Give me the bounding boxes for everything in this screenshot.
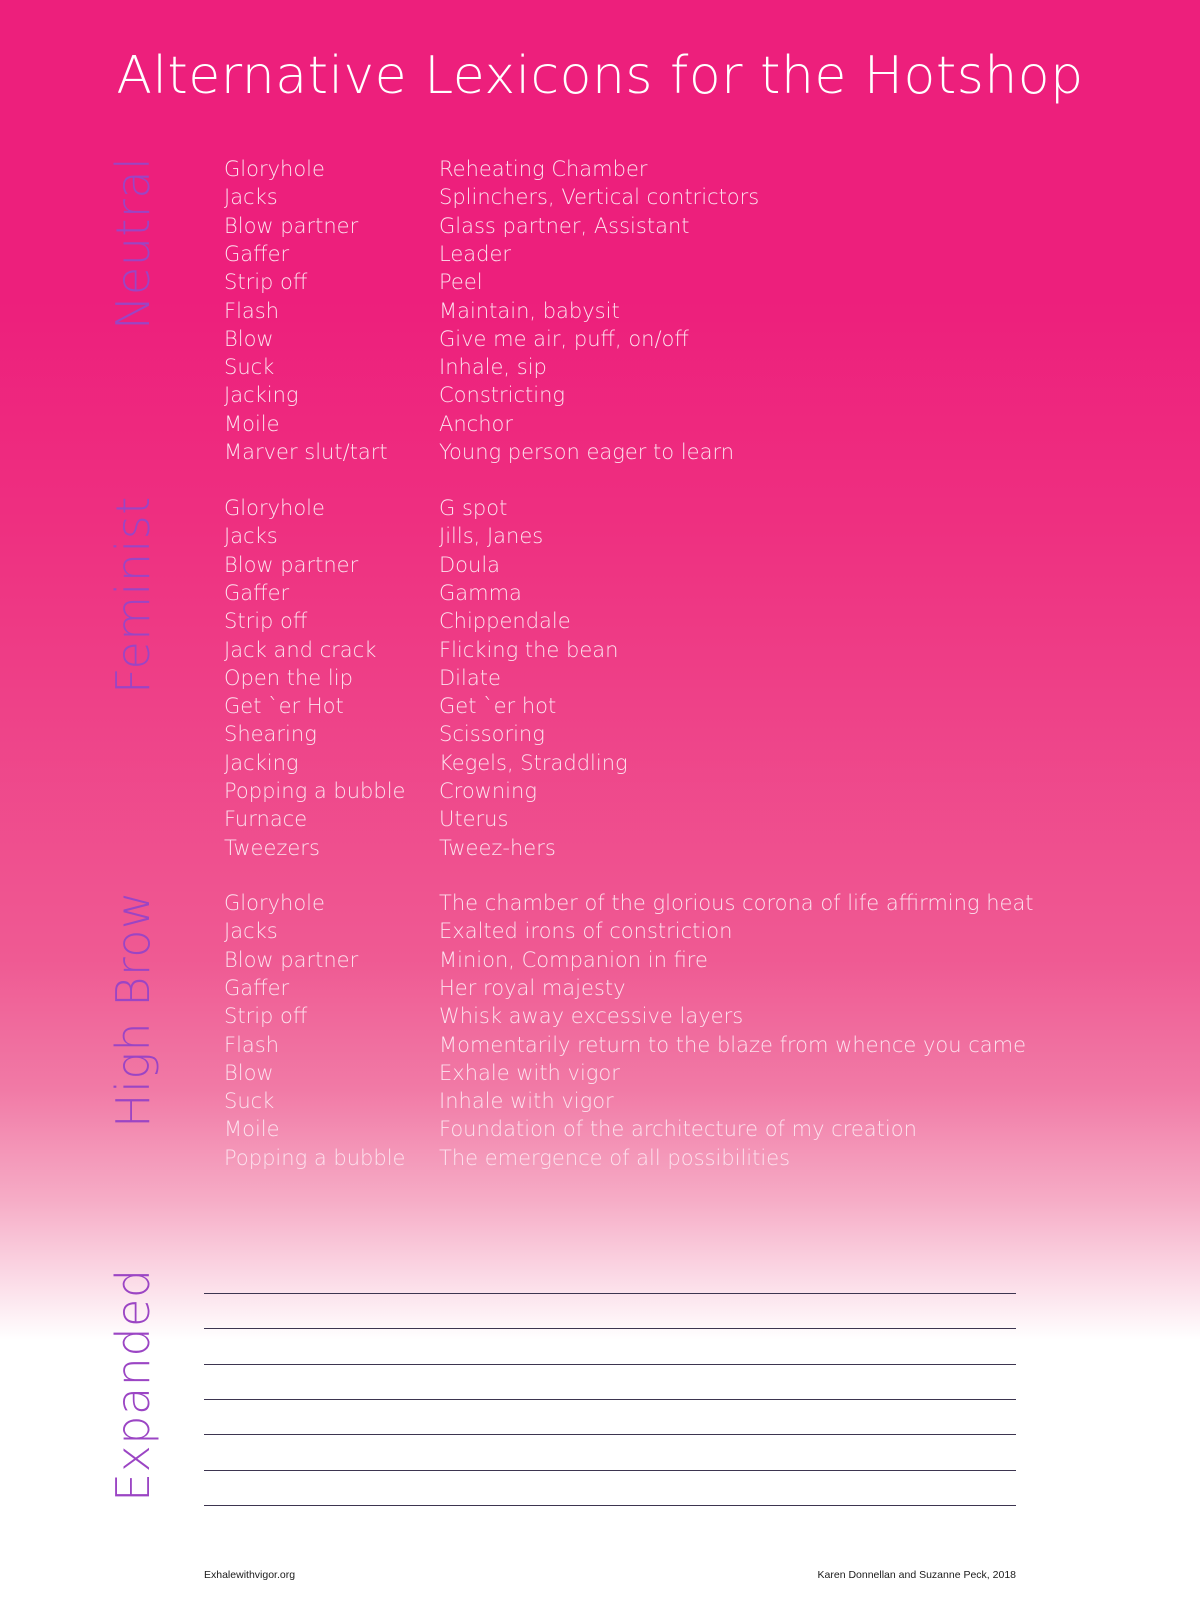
term: Jacks (224, 524, 278, 549)
alternative-term: Scissoring (439, 722, 545, 747)
write-in-line (204, 1434, 1016, 1435)
alternative-term: Whisk away excessive layers (439, 1004, 744, 1029)
alternative-term: Crowning (439, 779, 537, 803)
term: Flash (224, 1032, 280, 1057)
term: Gaffer (224, 241, 290, 266)
alternative-term: Gamma (439, 580, 522, 605)
footer-credit: Karen Donnellan and Suzanne Peck, 2018 (817, 1569, 1016, 1581)
term: Shearing (224, 722, 317, 747)
alternative-term: Momentarily return to the blaze from whence you came (439, 1032, 1027, 1057)
footer-website: Exhalewithvigor.org (204, 1569, 296, 1581)
term: Jacks (224, 185, 278, 210)
write-in-line (204, 1470, 1016, 1471)
alternative-term: Her royal majesty (439, 975, 626, 1000)
alternative-term: Exhale with vigor (439, 1060, 620, 1085)
section-feminist (0, 496, 1200, 864)
term: Strip off (224, 270, 308, 295)
alternative-term: The chamber of the glorious corona of life affirming heat (439, 891, 1034, 915)
alternative-term: Doula (439, 552, 501, 577)
alternative-term: Chippendale (439, 609, 571, 634)
term: Suck (224, 355, 275, 380)
alternative-term: Maintain, babysit (439, 298, 620, 323)
section-label: Feminist (106, 496, 160, 694)
term: Furnace (224, 807, 308, 832)
term: Jacking (224, 383, 299, 408)
term: Blow (224, 326, 274, 351)
alternative-term: Give me air, puff, on/off (439, 326, 689, 351)
term: Gaffer (224, 580, 290, 605)
section-label: Neutral (106, 156, 160, 330)
term: Jacking (224, 750, 299, 775)
term: Marver slut/tart (224, 440, 388, 464)
term: Get `er Hot (224, 694, 344, 719)
alternative-term: Leader (439, 241, 512, 266)
alternative-term: Dilate (439, 665, 501, 690)
alternative-term: Inhale, sip (439, 355, 547, 380)
alternative-term: Reheating Chamber (439, 157, 648, 181)
term: Moile (224, 1117, 280, 1142)
term: Strip off (224, 1004, 308, 1029)
term: Blow partner (224, 947, 359, 972)
term: Tweezers (224, 835, 320, 860)
alternative-term: Uterus (439, 807, 509, 832)
alternative-term: The emergence of all possibilities (439, 1145, 791, 1170)
expanded-section (0, 1268, 1200, 1513)
alternative-term: Inhale with vigor (439, 1089, 614, 1114)
section-high-brow (0, 891, 1200, 1174)
alternative-term: Glass partner, Assistant (439, 213, 690, 238)
term: Jack and crack (224, 637, 377, 662)
alternative-term: Flicking the bean (439, 637, 619, 662)
section-neutral (0, 157, 1200, 468)
write-in-line (204, 1293, 1016, 1294)
term: Jacks (224, 919, 278, 944)
alternative-term: Peel (439, 270, 483, 295)
term: Blow partner (224, 552, 359, 577)
alternative-term: Tweez-hers (439, 835, 556, 860)
alternative-term: Constricting (439, 383, 565, 408)
write-in-line (204, 1364, 1016, 1365)
section-label: High Brow (106, 890, 160, 1128)
term: Gloryhole (224, 891, 325, 915)
write-in-line (204, 1505, 1016, 1506)
term: Open the lip (224, 665, 353, 690)
section-label-expanded: Expanded (106, 1268, 160, 1502)
term: Gaffer (224, 975, 290, 1000)
alternative-term: Exalted irons of constriction (439, 919, 733, 944)
term: Blow (224, 1060, 274, 1085)
alternative-term: Foundation of the architecture of my creation (439, 1117, 917, 1142)
term: Gloryhole (224, 496, 325, 520)
alternative-term: G spot (439, 496, 508, 520)
term: Strip off (224, 609, 308, 634)
alternative-term: Jills, Janes (439, 524, 544, 549)
term: Popping a bubble (224, 1145, 406, 1170)
write-in-line (204, 1328, 1016, 1329)
term: Moile (224, 411, 280, 436)
term: Gloryhole (224, 157, 325, 181)
term: Suck (224, 1089, 275, 1114)
alternative-term: Kegels, Straddling (439, 750, 628, 775)
alternative-term: Minion, Companion in fire (439, 947, 708, 972)
term: Blow partner (224, 213, 359, 238)
term: Popping a bubble (224, 779, 406, 803)
alternative-term: Young person eager to learn (439, 440, 735, 464)
alternative-term: Anchor (439, 411, 514, 436)
alternative-term: Get `er hot (439, 694, 557, 719)
term: Flash (224, 298, 280, 323)
poster-title: Alternative Lexicons for the Hotshop (116, 46, 1084, 106)
alternative-term: Splinchers, Vertical contrictors (439, 185, 760, 210)
write-in-line (204, 1399, 1016, 1400)
